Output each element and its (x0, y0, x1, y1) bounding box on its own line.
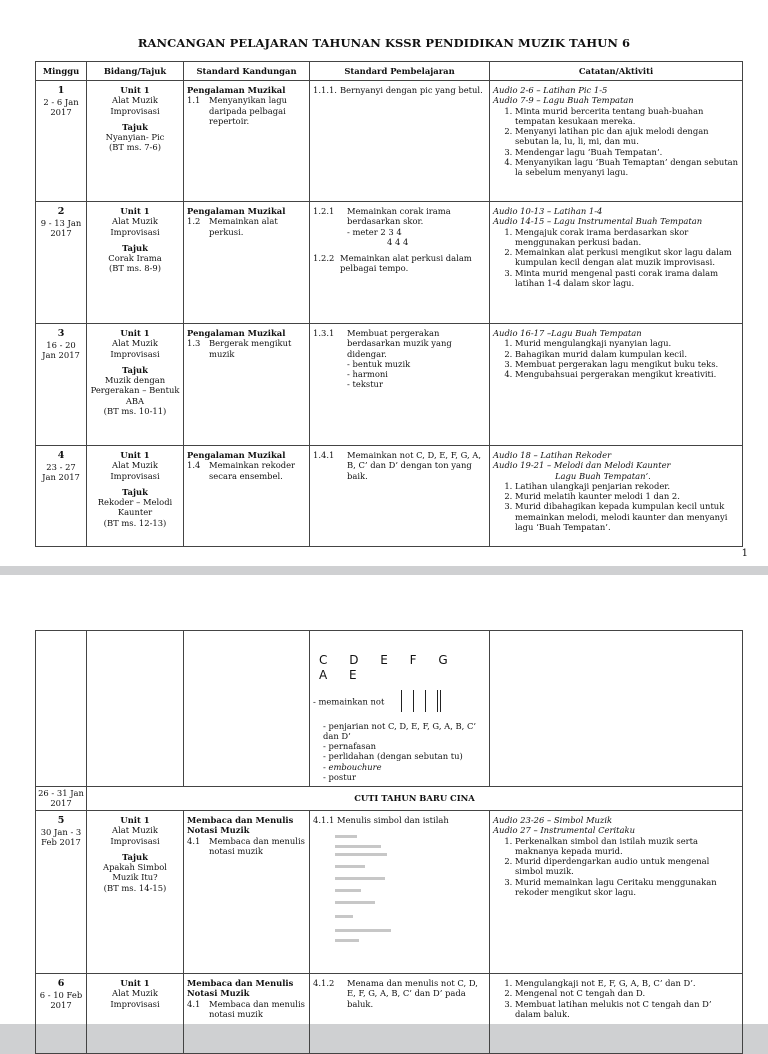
sk-text: Memainkan alat perkusi. (209, 216, 278, 237)
page-number: 1 (741, 548, 748, 559)
tajuk-ref: (BT ms. 12-13) (103, 517, 167, 528)
sk-text: Bergerak mengikut muzik (209, 338, 292, 359)
holiday-label: CUTI TAHUN BARU CINA (87, 787, 743, 811)
week-date: 6 - 10 Feb 2017 (39, 989, 83, 1010)
learning-standard-cell (310, 202, 490, 324)
activities-cell (490, 446, 743, 547)
lesson-plan-table-continued (35, 630, 743, 1054)
table-header-row (36, 62, 743, 81)
sp-number: 4.1.2 (313, 978, 335, 988)
unit-area-sub: Improvisasi (110, 348, 160, 359)
sk-title: Pengalaman Muzikal (187, 206, 286, 216)
sk-text: Memainkan rekoder secara ensembel. (209, 460, 296, 481)
activities-cell (490, 974, 743, 1054)
activities-cell (490, 811, 743, 974)
unit-label: Unit 1 (120, 450, 150, 460)
week-number: 2 (57, 206, 65, 217)
sp-text: Membuat pergerakan berdasarkan muzik yang didengar. (347, 328, 452, 359)
week-number: 4 (57, 450, 65, 461)
content-standard-cell (184, 81, 310, 202)
sp-text: Memainkan not C, D, E, F, G, A, B, C’ dan D’ dengan ton yang baik. (347, 450, 481, 481)
unit-area: Alat Muzik (112, 95, 158, 106)
activity-item: 3. Membuat latihan melukis not C tengah dan D’ dalam baluk. (515, 999, 739, 1020)
sk-number: 1.4 (187, 460, 201, 471)
topic-cell (87, 811, 184, 974)
sp-number: 1.3.1 (313, 328, 335, 338)
unit-label: Unit 1 (120, 85, 150, 95)
header-bidang-tajuk: Bidang/Tajuk (87, 62, 184, 81)
week-date: 9 - 13 Jan 2017 (40, 217, 82, 238)
activity-item: 1. Minta murid bercerita tentang buah-buahan tempatan kesukaan mereka. (515, 106, 739, 127)
activity-item: 1. Mengulangkaji not E, F, G, A, B, C’ dan D’. (515, 978, 739, 988)
tajuk-ref: (BT ms. 10-11) (103, 405, 167, 416)
activities-cell (490, 324, 743, 446)
activities-cell (490, 81, 743, 202)
audio-ref: Audio 18 – Latihan Rekoder (493, 450, 612, 460)
holiday-date: 26 - 31 Jan 2017 (36, 787, 87, 811)
topic-cell (87, 202, 184, 324)
music-symbols-image (335, 831, 395, 943)
content-standard-cell (184, 202, 310, 324)
document-title: RANCANGAN PELAJARAN TAHUNAN KSSR PENDIDIKAN MUZIK TAHUN 6 (137, 36, 631, 50)
page-gap (0, 566, 768, 575)
learning-standard-cell (310, 631, 490, 787)
lesson-plan-table (35, 61, 743, 547)
learning-standard-cell (310, 81, 490, 202)
week-date: 23 - 27 Jan 2017 (42, 461, 80, 482)
sp-number: 1.2.2 (313, 253, 335, 263)
sp-number: 1.4.1 (313, 450, 335, 460)
unit-area: Alat Muzik (112, 988, 158, 999)
tajuk-ref: (BT ms. 14-15) (103, 882, 167, 893)
sp-subitem: - perlidahan (dengan sebutan tu) (323, 751, 486, 761)
activity-item: 3. Murid dibahagikan kepada kumpulan kecil untuk memainkan melodi, melodi kaunter dan menyanyi lagu ‘Buah Tempatan’. (515, 501, 739, 532)
tajuk-text: Apakah Simbol Muzik Itu? (103, 862, 167, 883)
tajuk-text: Corak Irama (108, 253, 162, 263)
unit-area-sub: Improvisasi (110, 998, 160, 1009)
sp-text: Memainkan alat perkusi dalam pelbagai tempo. (340, 253, 472, 274)
sk-number: 1.2 (187, 216, 201, 227)
learning-standard-cell (310, 811, 490, 974)
sp-text: Menama dan menulis not C, D, E, F, G, A, B, C’ dan D’ pada baluk. (347, 978, 478, 1009)
sp-text: Bernyanyi dengan pic yang betul. (340, 85, 483, 95)
activity-item: 1. Murid mengulangkaji nyanyian lagu. (515, 338, 739, 348)
topic-cell (87, 324, 184, 446)
audio-ref: Audio 27 – Instrumental Ceritaku (493, 825, 635, 836)
activity-item: 1. Perkenalkan simbol dan istilah muzik serta maknanya kepada murid. (515, 836, 739, 857)
table-row (36, 81, 743, 202)
tajuk-ref: (BT ms. 8-9) (109, 263, 161, 274)
sp-subitem: - postur (323, 772, 486, 782)
content-standard-cell (184, 811, 310, 974)
unit-area-sub: Improvisasi (110, 835, 160, 846)
activity-item: 3. Membuat pergerakan lagu mengikut buku teks. (515, 359, 739, 369)
sp-subitem: - tekstur (347, 379, 486, 389)
table-row-continued (36, 631, 743, 787)
sp-subitem: - pernafasan (323, 741, 486, 751)
audio-ref: Audio 7-9 – Lagu Buah Tempatan (493, 95, 634, 106)
content-standard-cell (184, 974, 310, 1054)
play-notes-line (313, 690, 486, 714)
table-row (36, 446, 743, 547)
sp-text: Memainkan corak irama berdasarkan skor. (347, 206, 451, 227)
sp-subitem: - penjarian not C, D, E, F, G, A, B, C’ dan D’ (323, 721, 486, 742)
sk-number: 1.1 (187, 95, 201, 106)
unit-area-sub: Improvisasi (110, 226, 160, 237)
learning-standard-cell (310, 324, 490, 446)
play-notes-label: - memainkan not (313, 696, 385, 707)
week-number: 1 (57, 85, 65, 96)
week-date: 16 - 20 Jan 2017 (42, 339, 80, 360)
audio-ref: Audio 2-6 – Latihan Pic 1-5 (493, 85, 608, 95)
sk-number: 4.1 (187, 998, 201, 1009)
unit-label: Unit 1 (120, 978, 150, 988)
week-cell (36, 631, 87, 787)
week-cell (36, 202, 87, 324)
activity-item: 4. Menyanyikan lagu ‘Buah Temaptan’ dengan sebutan la sebelum menyanyi lagu. (515, 157, 739, 178)
sp-number: 1.2.1 (313, 206, 335, 216)
week-number: 3 (57, 328, 65, 339)
activity-item: 2. Mengenal not C tengah dan D. (515, 988, 739, 998)
activity-item: 2. Murid diperdengarkan audio untuk mengenal simbol muzik. (515, 856, 739, 877)
sk-title: Pengalaman Muzikal (187, 450, 286, 460)
tajuk-text: Rekoder – Melodi Kaunter (97, 497, 173, 518)
week-cell (36, 446, 87, 547)
unit-area: Alat Muzik (112, 338, 158, 349)
learning-standard-cell (310, 446, 490, 547)
sp-text: Menulis simbol dan istilah (337, 815, 449, 825)
activity-item: 1. Mengajuk corak irama berdasarkan skor menggunakan perkusi badan. (515, 227, 739, 248)
week-date: 30 Jan - 3 Feb 2017 (40, 826, 82, 847)
week-number: 5 (57, 815, 65, 826)
activities-cell (490, 202, 743, 324)
unit-area: Alat Muzik (112, 825, 158, 836)
content-standard-cell (184, 446, 310, 547)
topic-cell (87, 81, 184, 202)
sk-number: 4.1 (187, 835, 201, 846)
sk-title: Membaca dan Menulis Notasi Muzik (187, 815, 294, 836)
header-minggu: Minggu (36, 62, 87, 81)
topic-cell (87, 974, 184, 1054)
activity-item: 2. Bahagikan murid dalam kumpulan kecil. (515, 349, 739, 359)
learning-standard-cell (310, 974, 490, 1054)
header-catatan-aktiviti: Catatan/Aktiviti (490, 62, 743, 81)
audio-ref: Lagu Buah Tempatan’. (555, 470, 651, 481)
week-number: 6 (57, 978, 65, 989)
week-date: 2 - 6 Jan 2017 (43, 96, 79, 117)
unit-label: Unit 1 (120, 815, 150, 825)
week-cell (36, 811, 87, 974)
sk-text: Menyanyikan lagu daripada pelbagai repertoir. (209, 95, 288, 126)
audio-ref: Audio 19-21 – Melodi dan Melodi Kaunter (493, 460, 671, 471)
meter-bottom: 4 4 4 (387, 236, 409, 247)
sp-subitem: - bentuk muzik (347, 359, 486, 369)
audio-ref: Audio 10-13 – Latihan 1-4 (493, 206, 603, 216)
sk-text: Membaca dan menulis notasi muzik (209, 998, 305, 1019)
fingering-lines (401, 690, 452, 714)
holiday-row (36, 787, 743, 811)
sk-number: 1.3 (187, 338, 201, 349)
activity-item: 4. Mengubahsuai pergerakan mengikut kreativiti. (515, 369, 739, 379)
tajuk-label: Tajuk (122, 486, 148, 497)
tajuk-text: Muzik dengan Pergerakan – Bentuk ABA (90, 375, 180, 406)
table-row (36, 811, 743, 974)
sk-title: Pengalaman Muzikal (187, 328, 286, 338)
unit-label: Unit 1 (120, 206, 150, 216)
sp-number: 4.1.1 (313, 815, 335, 825)
unit-area: Alat Muzik (112, 216, 158, 227)
activities-cell (490, 631, 743, 787)
content-standard-cell (184, 324, 310, 446)
sk-title: Pengalaman Muzikal (187, 85, 286, 95)
activity-item: 1. Latihan ulangkaji penjarian rekoder. (515, 481, 739, 491)
activity-item: 3. Mendengar lagu ‘Buah Tempatan’. (515, 147, 739, 157)
activity-item: 2. Menyanyi latihan pic dan ajuk melodi dengan sebutan la, lu, li, mi, dan mu. (515, 126, 739, 147)
audio-ref: Audio 16-17 –Lagu Buah Tempatan (493, 328, 642, 338)
week-cell (36, 974, 87, 1054)
table-row (36, 202, 743, 324)
recorder-notes: C D E F G A E (319, 653, 457, 682)
tajuk-label: Tajuk (122, 121, 148, 132)
topic-cell (87, 631, 184, 787)
tajuk-label: Tajuk (122, 242, 148, 253)
header-standard-kandungan: Standard Kandungan (184, 62, 310, 81)
unit-area-sub: Improvisasi (110, 105, 160, 116)
tajuk-label: Tajuk (122, 851, 148, 862)
sp-subitem: - harmoni (347, 369, 486, 379)
sp-number: 1.1.1. (313, 85, 337, 95)
tajuk-text: Nyanyian- Pic (105, 132, 165, 142)
activity-item: 2. Memainkan alat perkusi mengikut skor lagu dalam kumpulan kecil dengan alat muzik improvisasi. (515, 247, 739, 268)
audio-ref: Audio 23-26 – Simbol Muzik (493, 815, 613, 825)
tajuk-ref: (BT ms. 7-6) (109, 142, 161, 153)
table-row (36, 974, 743, 1054)
meter-top: - meter 2 3 4 (347, 226, 402, 237)
document-page-2 (0, 575, 768, 1024)
sp-subitem: - embouchure (323, 762, 486, 772)
sk-title: Membaca dan Menulis Notasi Muzik (187, 978, 294, 999)
audio-ref: Audio 14-15 – Lagu Instrumental Buah Tempatan (493, 216, 703, 227)
content-standard-cell (184, 631, 310, 787)
topic-cell (87, 446, 184, 547)
activity-item: 2. Murid melatih kaunter melodi 1 dan 2. (515, 491, 739, 501)
tajuk-label: Tajuk (122, 364, 148, 375)
unit-label: Unit 1 (120, 328, 150, 338)
week-cell (36, 324, 87, 446)
header-standard-pembelajaran: Standard Pembelajaran (310, 62, 490, 81)
table-row (36, 324, 743, 446)
unit-area-sub: Improvisasi (110, 470, 160, 481)
activity-item: 3. Minta murid mengenal pasti corak irama dalam latihan 1-4 dalam skor lagu. (515, 268, 739, 289)
sk-text: Membaca dan menulis notasi muzik (209, 835, 305, 856)
activity-item: 3. Murid memainkan lagu Ceritaku menggunakan rekoder mengikut skor lagu. (515, 877, 739, 898)
unit-area: Alat Muzik (112, 460, 158, 471)
week-cell (36, 81, 87, 202)
